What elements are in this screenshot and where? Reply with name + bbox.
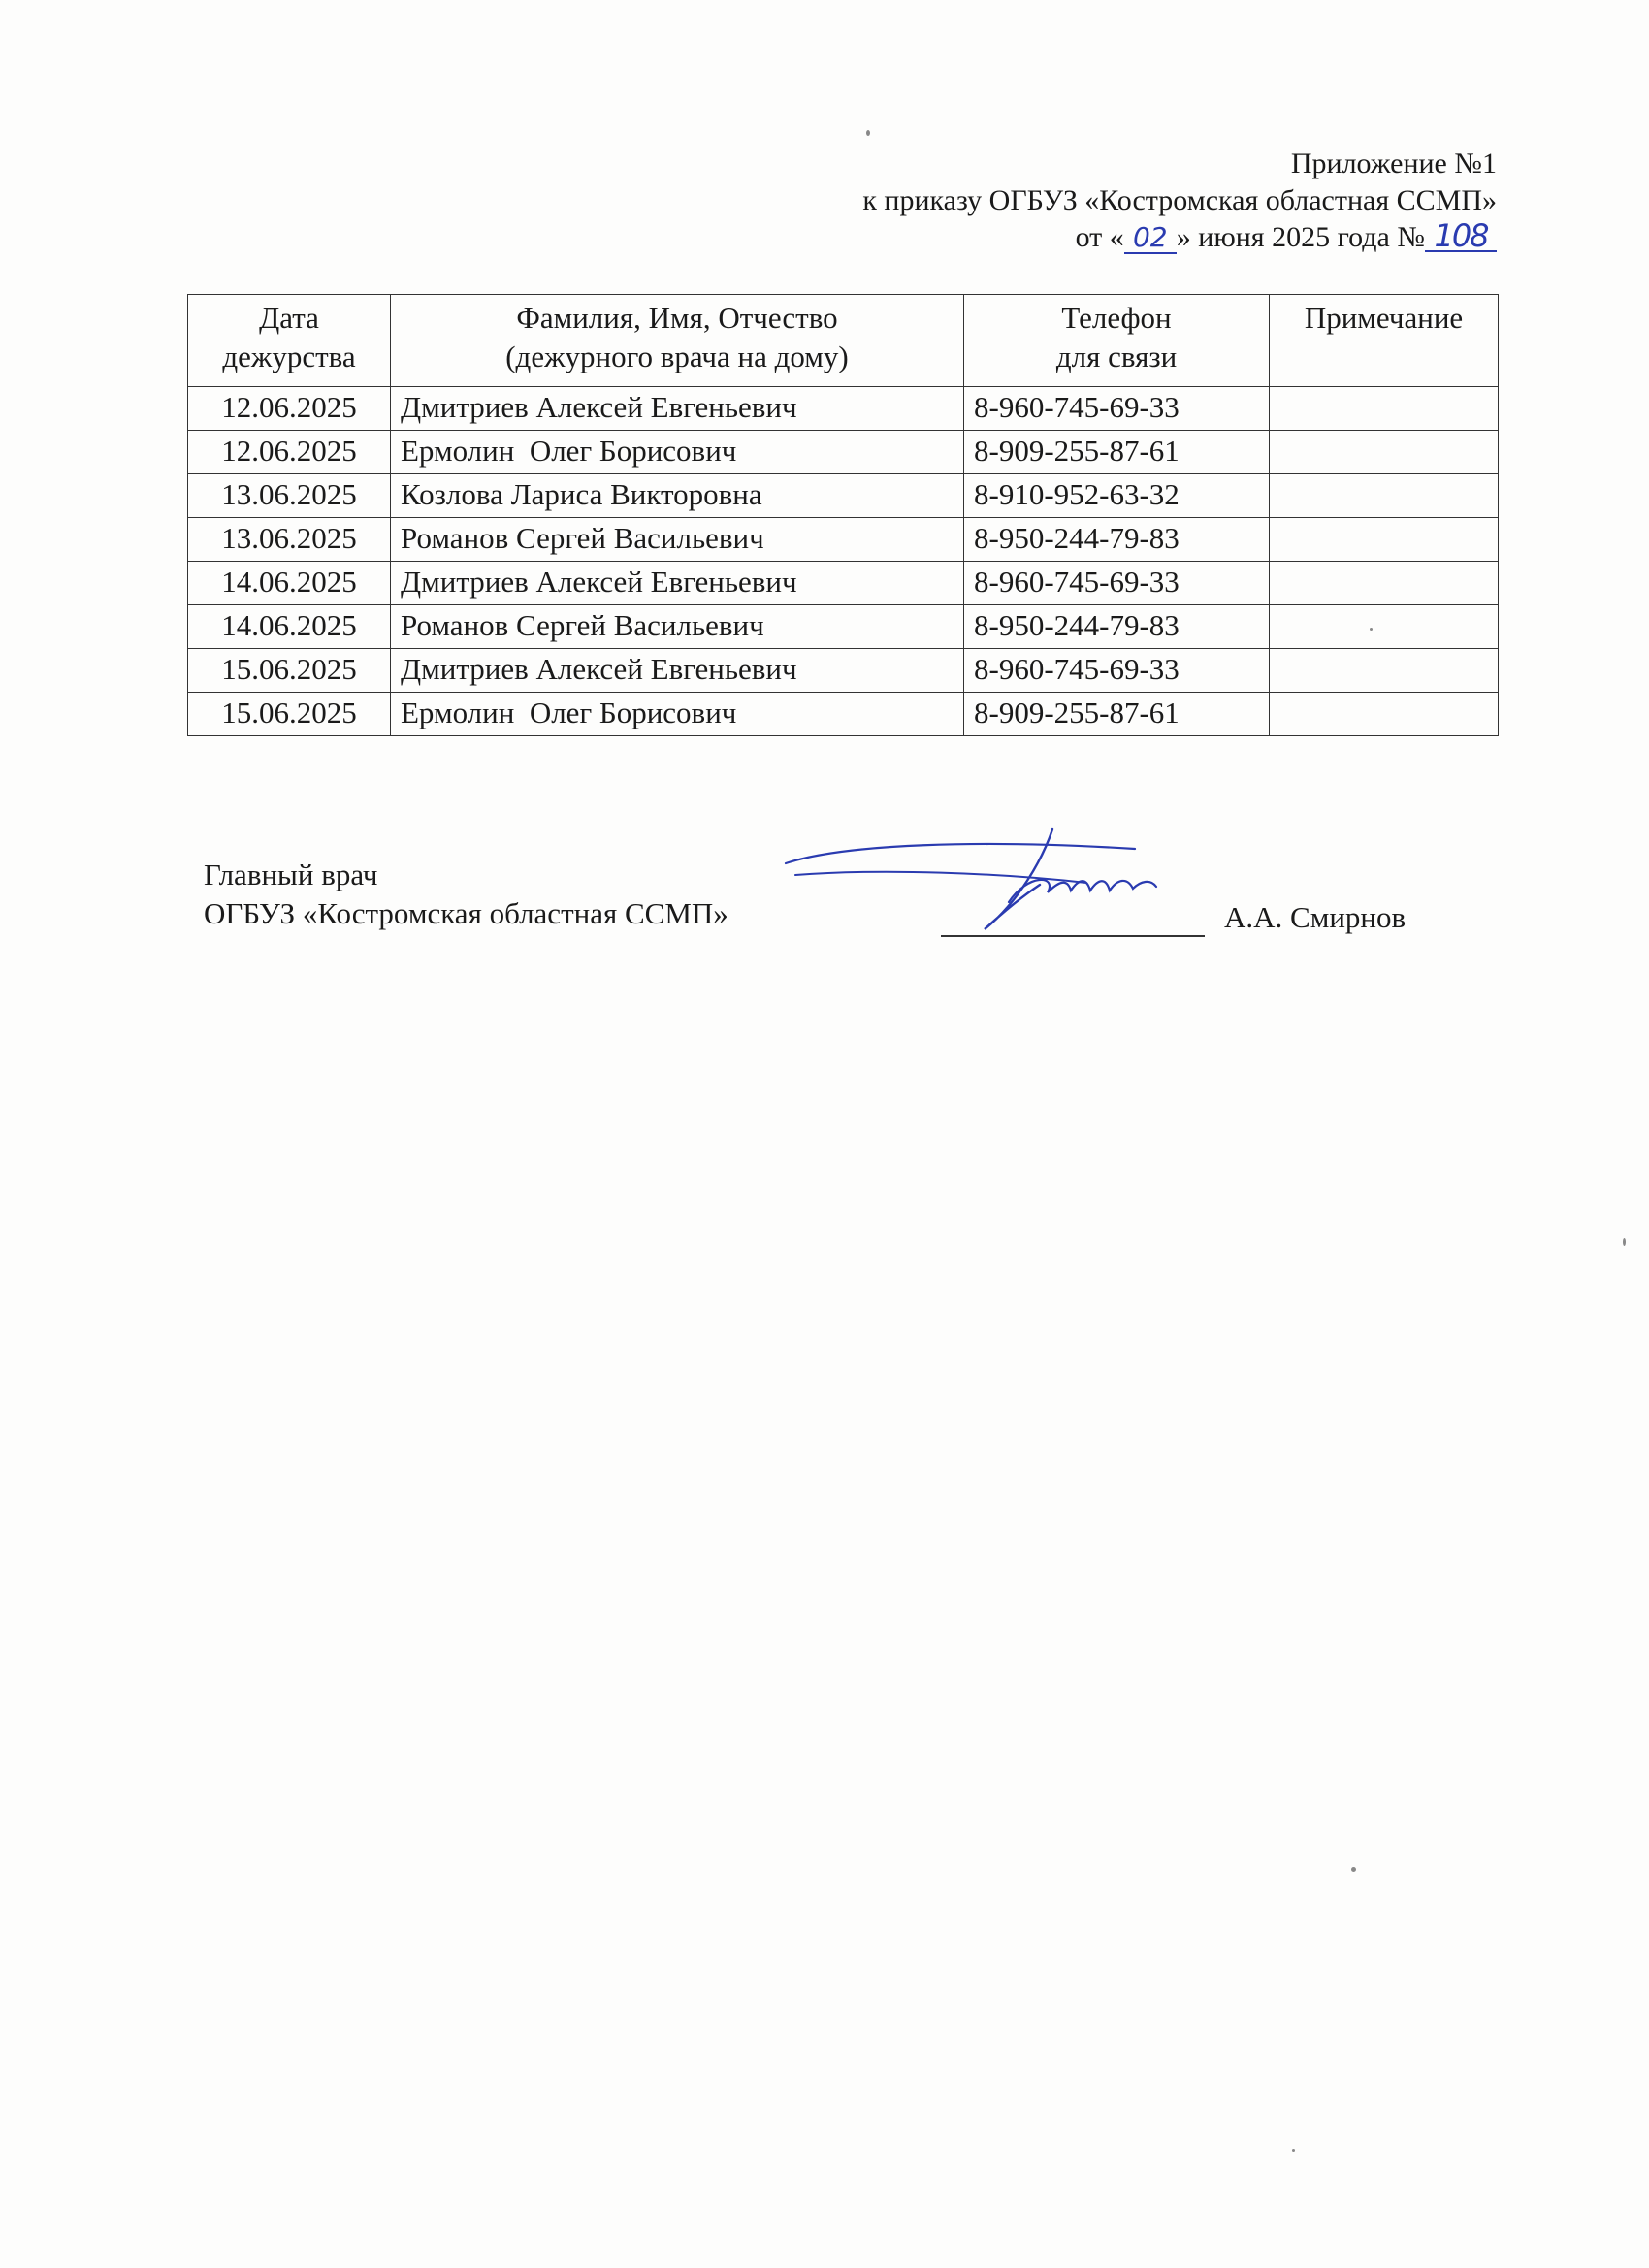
signature-line xyxy=(941,935,1205,937)
header-name-line1: Фамилия, Имя, Отчество xyxy=(516,301,838,335)
signatory-organization: ОГБУЗ «Костромская областная ССМП» xyxy=(204,896,728,930)
cell-note xyxy=(1270,649,1499,693)
cell-name: Ермолин Олег Борисович xyxy=(391,693,964,736)
order-date-prefix: от « xyxy=(1075,221,1124,253)
cell-phone: 8-960-745-69-33 xyxy=(964,387,1270,431)
cell-note xyxy=(1270,474,1499,518)
header-name-line2: (дежурного врача на дому) xyxy=(505,340,849,373)
appendix-title: Приложение №1 xyxy=(1290,147,1497,179)
table-row xyxy=(188,605,1499,649)
table-row xyxy=(188,431,1499,474)
order-reference: к приказу ОГБУЗ «Костромская областная ССМП» xyxy=(862,184,1497,216)
handwritten-order-number: 108 xyxy=(1425,221,1497,252)
cell-name: Романов Сергей Васильевич xyxy=(391,518,964,562)
table-row xyxy=(188,649,1499,693)
cell-phone: 8-910-952-63-32 xyxy=(964,474,1270,518)
duty-schedule-table xyxy=(187,294,1499,736)
cell-phone: 8-909-255-87-61 xyxy=(964,431,1270,474)
cell-phone: 8-950-244-79-83 xyxy=(964,518,1270,562)
header-phone-line2: для связи xyxy=(1055,340,1178,373)
cell-name: Дмитриев Алексей Евгеньевич xyxy=(391,387,964,431)
header-phone xyxy=(964,295,1270,387)
header-date xyxy=(188,295,391,387)
header-phone-line1: Телефон xyxy=(1061,301,1172,335)
cell-note xyxy=(1270,605,1499,649)
cell-name: Дмитриев Алексей Евгеньевич xyxy=(391,649,964,693)
cell-date: 15.06.2025 xyxy=(188,693,391,736)
cell-phone: 8-909-255-87-61 xyxy=(964,693,1270,736)
handwritten-signature xyxy=(766,815,1174,951)
cell-note xyxy=(1270,693,1499,736)
header-note xyxy=(1270,295,1499,387)
cell-note xyxy=(1270,387,1499,431)
cell-phone: 8-960-745-69-33 xyxy=(964,562,1270,605)
cell-name: Ермолин Олег Борисович xyxy=(391,431,964,474)
cell-date: 15.06.2025 xyxy=(188,649,391,693)
cell-note xyxy=(1270,518,1499,562)
cell-note xyxy=(1270,562,1499,605)
cell-date: 13.06.2025 xyxy=(188,474,391,518)
cell-date: 12.06.2025 xyxy=(188,431,391,474)
scan-speck xyxy=(1292,2149,1295,2152)
cell-name: Романов Сергей Васильевич xyxy=(391,605,964,649)
table-row xyxy=(188,518,1499,562)
header-date-line1: Дата xyxy=(259,301,319,335)
scan-speck xyxy=(866,130,870,136)
signatory-name: А.А. Смирнов xyxy=(1224,900,1406,934)
cell-date: 14.06.2025 xyxy=(188,605,391,649)
scan-speck xyxy=(1370,628,1373,631)
table-row xyxy=(188,387,1499,431)
signatory-position: Главный врач xyxy=(204,858,378,891)
cell-name: Дмитриев Алексей Евгеньевич xyxy=(391,562,964,605)
scan-speck xyxy=(1351,1867,1356,1872)
signatory-title xyxy=(204,856,728,933)
header-name xyxy=(391,295,964,387)
handwritten-day: 02 xyxy=(1124,223,1177,254)
cell-name: Козлова Лариса Викторовна xyxy=(391,474,964,518)
table-row xyxy=(188,474,1499,518)
appendix-header xyxy=(862,146,1497,256)
cell-date: 13.06.2025 xyxy=(188,518,391,562)
cell-phone: 8-950-244-79-83 xyxy=(964,605,1270,649)
scan-speck xyxy=(1623,1238,1626,1246)
cell-phone: 8-960-745-69-33 xyxy=(964,649,1270,693)
table-row xyxy=(188,693,1499,736)
table-header-row xyxy=(188,295,1499,387)
cell-date: 14.06.2025 xyxy=(188,562,391,605)
order-date-line xyxy=(862,219,1497,256)
header-note-label: Примечание xyxy=(1304,301,1464,335)
order-date-middle: » июня 2025 года № xyxy=(1176,221,1425,253)
header-date-line2: дежурства xyxy=(222,340,356,373)
table-row xyxy=(188,562,1499,605)
cell-date: 12.06.2025 xyxy=(188,387,391,431)
cell-note xyxy=(1270,431,1499,474)
